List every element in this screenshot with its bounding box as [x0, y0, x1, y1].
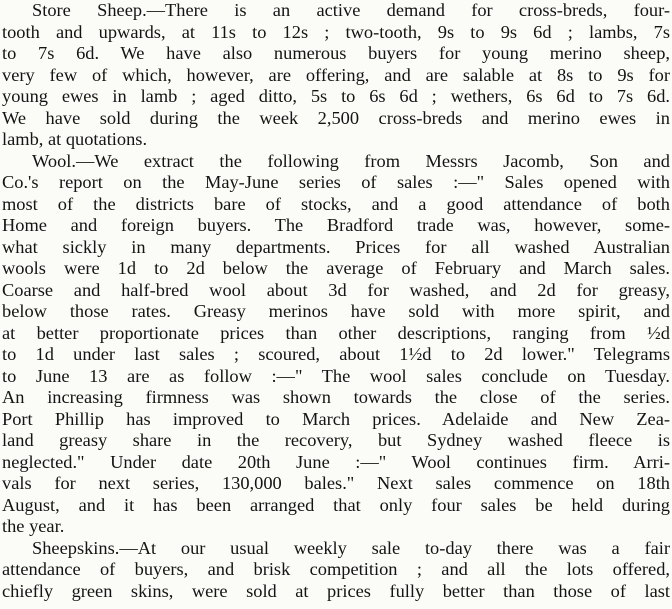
text-line: We have sold during the week 2,500 cross-breds and merino ewes in [2, 107, 670, 128]
text-line: the year. [2, 516, 65, 536]
text-line: August, and it has been arranged that only four sales be held during [2, 494, 670, 515]
text-line: Co.'s report on the May-June series of sales :—" Sales opened with [2, 172, 670, 192]
paragraph-sheepskins [2, 538, 670, 603]
text-line: neglected." Under date 20th June :—" Wool continues firm. Arri- [2, 451, 670, 472]
text-line: Home and foreign buyers. The Bradford trade was, however, some- [2, 215, 670, 235]
text-line: chiefly green skins, were sold at prices fully better than those of last [2, 580, 670, 601]
text-line: most of the districts bare of stocks, and a good attendance of both [2, 193, 670, 214]
text-line: Sheepskins.—At our usual weekly sale to-day there was a fair [32, 537, 670, 558]
paragraph-wool [2, 151, 670, 538]
text-line: Wool.—We extract the following from Messrs Jacomb, Son and [32, 150, 670, 171]
text-line: young ewes in lamb ; aged ditto, 5s to 6s 6d ; wethers, 6s 6d to 7s 6d. [2, 86, 670, 106]
text-line: wools were 1d to 2d below the average of February and March sales. [2, 258, 670, 278]
text-line: to June 13 are as follow :—" The wool sales conclude on Tuesday. [2, 365, 670, 386]
text-line: lamb, at quotations. [2, 129, 148, 149]
text-line: Store Sheep.—There is an active demand for cross-breds, four- [32, 0, 670, 20]
text-line: vals for next series, 130,000 bales." Next sales commence on 18th [2, 473, 670, 493]
text-line: very few of which, however, are offering, and are salable at 8s to 9s for [2, 64, 670, 85]
text-line: below those rates. Greasy merinos have sold with more spirit, and [2, 301, 670, 321]
text-line: what sickly in many departments. Prices for all washed Australian [2, 236, 670, 257]
text-line: Coarse and half-bred wool about 3d for washed, and 2d for greasy, [2, 279, 670, 300]
text-line: Port Phillip has improved to March prices. Adelaide and New Zea- [2, 408, 670, 429]
text-line: An increasing firmness was shown towards the close of the series. [2, 387, 670, 407]
text-line: at better proportionate prices than other descriptions, ranging from ½d [2, 322, 670, 343]
text-line: land greasy share in the recovery, but Sydney washed fleece is [2, 430, 670, 450]
text-line: tooth and upwards, at 11s to 12s ; two-tooth, 9s to 9s 6d ; lambs, 7s [2, 21, 670, 42]
text-line: attendance of buyers, and brisk competition ; and all the lots offered, [2, 559, 670, 579]
article-column [2, 0, 670, 602]
paragraph-store-sheep [2, 0, 670, 151]
text-line: to 1d under last sales ; scoured, about 1½d to 2d lower." Telegrams [2, 344, 670, 364]
text-line: to 7s 6d. We have also numerous buyers for young merino sheep, [2, 43, 670, 63]
